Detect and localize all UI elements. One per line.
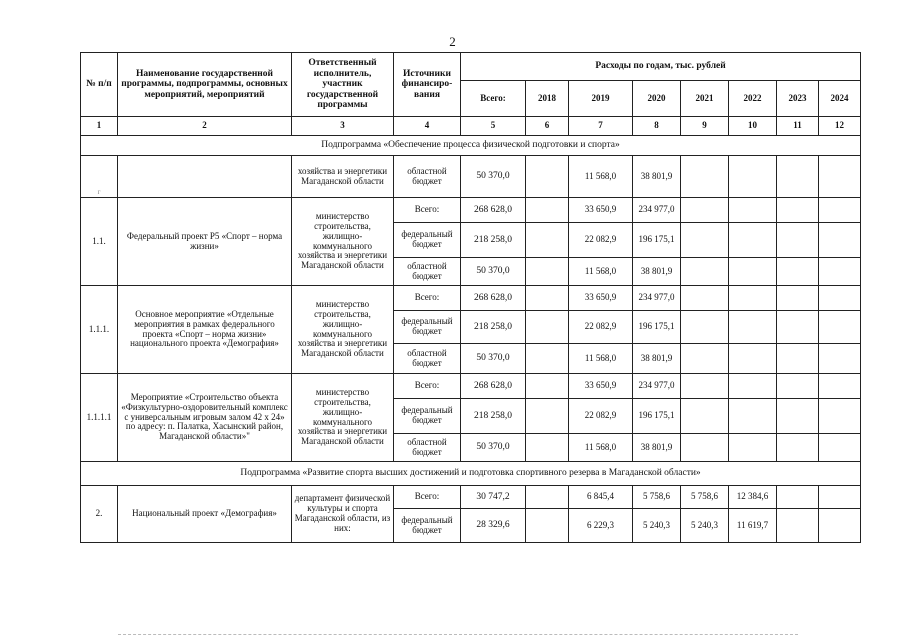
value-cell: 234 977,0 xyxy=(633,374,681,399)
value-cell: 38 801,9 xyxy=(633,434,681,462)
value-cell xyxy=(729,223,777,258)
value-cell xyxy=(729,156,777,198)
table-row xyxy=(81,198,861,223)
value-cell: 33 650,9 xyxy=(569,198,633,223)
value-cell xyxy=(681,258,729,286)
source-cell: областной бюджет xyxy=(394,156,461,198)
total-cell: 218 258,0 xyxy=(461,223,526,258)
value-cell: 22 082,9 xyxy=(569,223,633,258)
value-cell xyxy=(777,509,819,543)
value-cell xyxy=(729,258,777,286)
col-index: 2 xyxy=(118,117,292,136)
col-index: 8 xyxy=(633,117,681,136)
table-row xyxy=(81,156,861,198)
value-cell: 38 801,9 xyxy=(633,258,681,286)
value-cell xyxy=(819,223,861,258)
name-cell: Основное мероприятие «Отдельные мероприятия в рамках федерального проекта «Спорт – норма жизни» национального проекта «Демография» xyxy=(118,286,292,374)
source-cell: федеральный бюджет xyxy=(394,509,461,543)
value-cell xyxy=(777,486,819,509)
source-cell: федеральный бюджет xyxy=(394,223,461,258)
value-cell xyxy=(777,286,819,311)
value-cell: 38 801,9 xyxy=(633,344,681,374)
col-year-header: 2019 xyxy=(569,81,633,117)
name-cell xyxy=(118,156,292,198)
name-cell: Федеральный проект P5 «Спорт – норма жизни» xyxy=(118,198,292,286)
value-cell xyxy=(526,434,569,462)
value-cell xyxy=(819,198,861,223)
header-row xyxy=(81,53,861,81)
value-cell: 196 175,1 xyxy=(633,311,681,344)
col-year-header: 2018 xyxy=(526,81,569,117)
value-cell: 5 240,3 xyxy=(681,509,729,543)
value-cell xyxy=(729,344,777,374)
total-cell: 50 370,0 xyxy=(461,258,526,286)
value-cell: 6 845,4 xyxy=(569,486,633,509)
col-total-header: Всего: xyxy=(461,81,526,117)
row-number: 1.1. xyxy=(81,198,118,286)
value-cell xyxy=(681,311,729,344)
value-cell: 33 650,9 xyxy=(569,286,633,311)
value-cell xyxy=(681,344,729,374)
source-cell: федеральный бюджет xyxy=(394,311,461,344)
value-cell xyxy=(819,509,861,543)
value-cell xyxy=(777,156,819,198)
source-cell: Всего: xyxy=(394,198,461,223)
value-cell xyxy=(819,258,861,286)
value-cell xyxy=(526,509,569,543)
col-index: 10 xyxy=(729,117,777,136)
value-cell xyxy=(777,258,819,286)
stray-mark: г xyxy=(81,156,118,198)
total-cell: 50 370,0 xyxy=(461,344,526,374)
col-year-header: 2024 xyxy=(819,81,861,117)
value-cell: 6 229,3 xyxy=(569,509,633,543)
col-executor-header: Ответственный исполнитель, участник государственной программы xyxy=(292,53,394,117)
col-index: 7 xyxy=(569,117,633,136)
value-cell xyxy=(681,374,729,399)
executor-cell: департамент физической культуры и спорта Магаданской области, из них: xyxy=(292,486,394,543)
executor-cell: хозяйства и энергетики Магаданской области xyxy=(292,156,394,198)
value-cell: 22 082,9 xyxy=(569,311,633,344)
value-cell xyxy=(526,399,569,434)
col-number-header: № п/п xyxy=(81,53,118,117)
value-cell xyxy=(729,286,777,311)
value-cell: 11 619,7 xyxy=(729,509,777,543)
value-cell: 5 758,6 xyxy=(681,486,729,509)
total-cell: 218 258,0 xyxy=(461,399,526,434)
table-row xyxy=(81,286,861,311)
col-year-header: 2020 xyxy=(633,81,681,117)
value-cell: 196 175,1 xyxy=(633,399,681,434)
subprogram-title: Подпрограмма «Развитие спорта высших достижений и подготовка спортивного резерва в Магаданской области» xyxy=(81,462,861,486)
col-year-header: 2022 xyxy=(729,81,777,117)
subprogram-row xyxy=(81,462,861,486)
expenses-table xyxy=(80,52,861,543)
value-cell xyxy=(777,311,819,344)
value-cell xyxy=(729,311,777,344)
value-cell: 33 650,9 xyxy=(569,374,633,399)
total-cell: 268 628,0 xyxy=(461,286,526,311)
col-index: 4 xyxy=(394,117,461,136)
value-cell xyxy=(819,344,861,374)
value-cell xyxy=(777,399,819,434)
col-expenses-header: Расходы по годам, тыс. рублей xyxy=(461,53,861,81)
col-index: 9 xyxy=(681,117,729,136)
total-cell: 218 258,0 xyxy=(461,311,526,344)
executor-cell: министерство строительства, жилищно-коммунального хозяйства и энергетики Магаданской области xyxy=(292,286,394,374)
column-numbers-row xyxy=(81,117,861,136)
value-cell xyxy=(681,223,729,258)
value-cell xyxy=(526,374,569,399)
col-index: 11 xyxy=(777,117,819,136)
total-cell: 268 628,0 xyxy=(461,198,526,223)
value-cell: 234 977,0 xyxy=(633,286,681,311)
source-cell: областной бюджет xyxy=(394,434,461,462)
col-index: 3 xyxy=(292,117,394,136)
value-cell xyxy=(681,198,729,223)
value-cell: 5 240,3 xyxy=(633,509,681,543)
row-number: 1.1.1.1 xyxy=(81,374,118,462)
value-cell: 11 568,0 xyxy=(569,434,633,462)
value-cell xyxy=(729,399,777,434)
value-cell: 11 568,0 xyxy=(569,258,633,286)
value-cell xyxy=(526,198,569,223)
source-cell: Всего: xyxy=(394,286,461,311)
total-cell: 268 628,0 xyxy=(461,374,526,399)
total-cell: 50 370,0 xyxy=(461,156,526,198)
col-index: 5 xyxy=(461,117,526,136)
value-cell xyxy=(819,311,861,344)
value-cell: 5 758,6 xyxy=(633,486,681,509)
total-cell: 28 329,6 xyxy=(461,509,526,543)
executor-cell: министерство строительства, жилищно-коммунального хозяйства и энергетики Магаданской области xyxy=(292,374,394,462)
source-cell: Всего: xyxy=(394,486,461,509)
source-cell: областной бюджет xyxy=(394,344,461,374)
total-cell: 30 747,2 xyxy=(461,486,526,509)
value-cell xyxy=(681,156,729,198)
value-cell xyxy=(819,434,861,462)
value-cell: 234 977,0 xyxy=(633,198,681,223)
name-cell: Мероприятие «Строительство объекта «Физкультурно-оздоровительный комплекс с универсальным игровым залом 42 х 24» по адресу: п. Палатка, Хасынский район, Магаданской области»" xyxy=(118,374,292,462)
value-cell xyxy=(526,258,569,286)
value-cell: 11 568,0 xyxy=(569,344,633,374)
value-cell xyxy=(777,374,819,399)
value-cell xyxy=(729,374,777,399)
total-cell: 50 370,0 xyxy=(461,434,526,462)
source-cell: областной бюджет xyxy=(394,258,461,286)
value-cell: 196 175,1 xyxy=(633,223,681,258)
page-number: 2 xyxy=(449,34,456,49)
source-cell: федеральный бюджет xyxy=(394,399,461,434)
col-name-header: Наименование государственной программы, подпрограммы, основных мероприятий, мероприятий xyxy=(118,53,292,117)
value-cell: 38 801,9 xyxy=(633,156,681,198)
value-cell xyxy=(526,344,569,374)
value-cell xyxy=(681,399,729,434)
value-cell: 12 384,6 xyxy=(729,486,777,509)
row-number: 2. xyxy=(81,486,118,543)
row-number: 1.1.1. xyxy=(81,286,118,374)
value-cell xyxy=(681,434,729,462)
executor-cell: министерство строительства, жилищно-коммунального хозяйства и энергетики Магаданской области xyxy=(292,198,394,286)
subprogram-title: Подпрограмма «Обеспечение процесса физической подготовки и спорта» xyxy=(81,136,861,156)
value-cell xyxy=(777,198,819,223)
col-index: 1 xyxy=(81,117,118,136)
col-index: 12 xyxy=(819,117,861,136)
value-cell xyxy=(729,198,777,223)
value-cell xyxy=(819,486,861,509)
value-cell xyxy=(819,286,861,311)
name-cell: Национальный проект «Демография» xyxy=(118,486,292,543)
col-index: 6 xyxy=(526,117,569,136)
col-sources-header: Источники финансиро-вания xyxy=(394,53,461,117)
value-cell xyxy=(777,434,819,462)
value-cell xyxy=(819,156,861,198)
value-cell xyxy=(526,311,569,344)
value-cell xyxy=(526,223,569,258)
value-cell xyxy=(526,286,569,311)
subprogram-row xyxy=(81,136,861,156)
value-cell xyxy=(729,434,777,462)
table-row xyxy=(81,374,861,399)
value-cell xyxy=(819,374,861,399)
value-cell: 22 082,9 xyxy=(569,399,633,434)
source-cell: Всего: xyxy=(394,374,461,399)
col-year-header: 2023 xyxy=(777,81,819,117)
col-year-header: 2021 xyxy=(681,81,729,117)
value-cell xyxy=(777,344,819,374)
scan-artifact-line xyxy=(118,634,798,635)
value-cell xyxy=(526,156,569,198)
value-cell xyxy=(681,286,729,311)
value-cell xyxy=(819,399,861,434)
value-cell xyxy=(777,223,819,258)
value-cell: 11 568,0 xyxy=(569,156,633,198)
value-cell xyxy=(526,486,569,509)
table-row xyxy=(81,486,861,509)
